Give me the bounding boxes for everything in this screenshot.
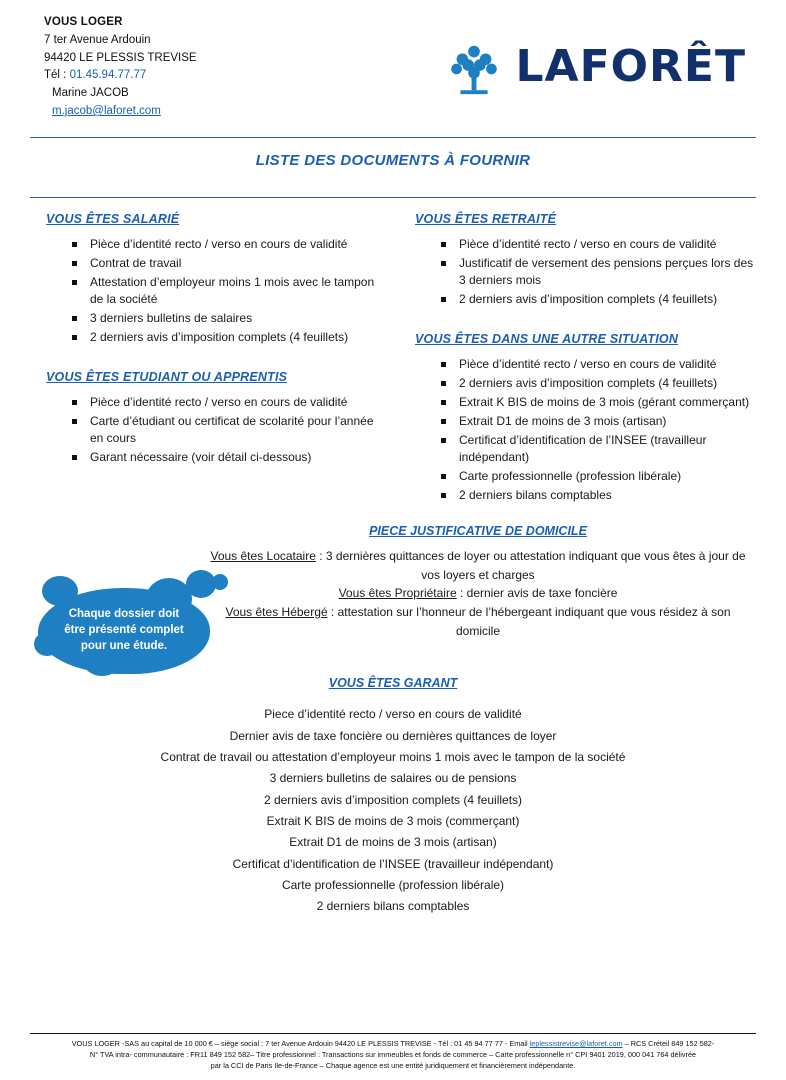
section-title-domicile: PIECE JUSTIFICATIVE DE DOMICILE — [369, 524, 587, 539]
list-item: 2 derniers avis d’imposition complets (4 feuillets) — [441, 291, 756, 308]
list-etudiant — [46, 394, 387, 466]
list-item: Attestation d’employeur moins 1 mois avec le tampon de la société — [72, 274, 387, 308]
list-item: Pièce d’identité recto / verso en cours de validité — [72, 236, 387, 253]
list-item: Pièce d’identité recto / verso en cours de validité — [441, 356, 756, 373]
garant-item: Dernier avis de taxe foncière ou dernières quittances de loyer — [229, 728, 557, 743]
section-domicile — [210, 524, 746, 640]
domicile-text-locataire: : 3 dernières quittances de loyer ou attestation indiquant que vous êtes à jour de vos loyers et charges — [315, 549, 746, 582]
garant-item: Piece d’identité recto / verso en cours de validité — [264, 707, 522, 722]
cloud-body — [38, 588, 210, 674]
footer-line-3: par la CCI de Paris Ile-de-France – Chaque agence est une entité juridiquement et financièrement indépendante. — [210, 1061, 576, 1071]
domicile-line-proprietaire — [210, 584, 746, 603]
agency-name: VOUS LOGER — [44, 16, 123, 28]
footer-line-2: N° TVA intra- communautaire : FR11 849 152 582– Titre professionnel : Transactions sur immeubles et fonds de commerce – Carte professionnelle n° CPI 9401 2019, 000 041 764 délivrée — [89, 1050, 697, 1060]
agency-address-line2: 94420 LE PLESSIS TREVISE — [44, 51, 197, 64]
phone-label: Tél : — [44, 69, 67, 82]
domicile-line-locataire — [210, 547, 746, 584]
section-salarie — [46, 212, 387, 346]
cloud-text: Chaque dossier doit être présenté complet pour une étude. — [64, 608, 184, 652]
agency-info — [30, 14, 197, 121]
list-item: Justificatif de versement des pensions perçues lors des 3 derniers mois — [441, 255, 756, 289]
agency-contact-name: Marine JACOB — [52, 87, 129, 100]
spacer — [415, 310, 756, 332]
section-garant — [30, 676, 756, 918]
garant-item: Extrait K BIS de moins de 3 mois (commerçant) — [266, 814, 520, 829]
footer-line-1 — [30, 1039, 756, 1050]
document-footer — [30, 1033, 756, 1072]
garant-item: 2 derniers bilans comptables — [316, 899, 470, 914]
garant-item: Extrait D1 de moins de 3 mois (artisan) — [289, 835, 497, 850]
footer-divider — [30, 1033, 756, 1034]
list-item: 2 derniers bilans comptables — [441, 487, 756, 504]
list-item: Carte d’étudiant ou certificat de scolarité pour l’année en cours — [72, 413, 387, 447]
page-title: LISTE DES DOCUMENTS À FOURNIR — [255, 151, 531, 169]
list-item: Extrait D1 de moins de 3 mois (artisan) — [441, 413, 756, 430]
cloud-bubble — [212, 574, 228, 590]
list-item: Garant nécessaire (voir détail ci-dessous) — [72, 449, 387, 466]
garant-item: Certificat d’identification de l’INSEE (travailleur indépendant) — [232, 856, 554, 871]
section-title-autre: VOUS ÊTES DANS UNE AUTRE SITUATION — [415, 332, 679, 346]
domicile-label-proprietaire: Vous êtes Propriétaire — [338, 586, 457, 601]
section-etudiant — [46, 370, 387, 466]
sections-columns — [30, 212, 756, 506]
section-retraite — [415, 212, 756, 308]
domicile-label-locataire: Vous êtes Locataire — [210, 549, 316, 564]
spacer — [46, 348, 387, 370]
list-item: Certificat d’identification de l’INSEE (travailleur indépendant) — [441, 432, 756, 466]
logo-wordmark: LAFORÊT — [515, 41, 746, 92]
footer-text-b: – RCS Créteil 849 152 582- — [622, 1039, 715, 1049]
list-retraite — [415, 236, 756, 308]
garant-item: Carte professionnelle (profession libérale) — [281, 878, 505, 893]
title-divider — [30, 197, 756, 198]
cloud-callout — [26, 570, 226, 680]
column-right — [405, 212, 756, 506]
agency-phone — [44, 67, 197, 85]
document-header — [30, 10, 756, 121]
tree-icon — [443, 36, 505, 98]
list-item: Contrat de travail — [72, 255, 387, 272]
domicile-text-heberge: : attestation sur l’honneur de l’hébergeant indiquant que vous résidez à son domicile — [327, 605, 731, 638]
list-salarie — [46, 236, 387, 346]
garant-item: Contrat de travail ou attestation d’employeur moins 1 mois avec le tampon de la société — [160, 749, 626, 764]
list-item: 2 derniers avis d’imposition complets (4 feuillets) — [441, 375, 756, 392]
column-left — [30, 212, 387, 506]
agency-email-link[interactable]: m.jacob@laforet.com — [52, 105, 161, 118]
footer-text-a: VOUS LOGER -SAS au capital de 10 000 € – siège social : 7 ter Avenue Ardouin 94420 LE PLESSIS TREVISE - Tél : 01 45 94 77 77 - Email — [71, 1039, 530, 1049]
list-item: Carte professionnelle (profession libérale) — [441, 468, 756, 485]
footer-email-link[interactable]: leplessistrevise@laforet.com — [529, 1039, 623, 1049]
section-title-retraite: VOUS ÊTES RETRAITÉ — [415, 211, 557, 226]
section-title-garant: VOUS ÊTES GARANT — [328, 676, 458, 691]
garant-item: 3 derniers bulletins de salaires ou de pensions — [269, 771, 517, 786]
domicile-text-proprietaire: : dernier avis de taxe foncière — [456, 586, 618, 601]
section-title-etudiant: VOUS ÊTES ETUDIANT OU APPRENTIS — [46, 370, 288, 385]
list-item: 3 derniers bulletins de salaires — [72, 310, 387, 327]
laforet-logo — [443, 36, 746, 98]
domicile-label-heberge: Vous êtes Hébergé — [225, 605, 328, 620]
list-item: Pièce d’identité recto / verso en cours de validité — [441, 236, 756, 253]
section-title-salarie: VOUS ÊTES SALARIÉ — [46, 211, 180, 226]
list-item: Pièce d’identité recto / verso en cours de validité — [72, 394, 387, 411]
list-item: 2 derniers avis d’imposition complets (4 feuillets) — [72, 329, 387, 346]
garant-item: 2 derniers avis d’imposition complets (4 feuillets) — [263, 792, 523, 807]
phone-value: 01.45.94.77.77 — [69, 69, 147, 82]
list-item: Extrait K BIS de moins de 3 mois (gérant commerçant) — [441, 394, 756, 411]
agency-address-line1: 7 ter Avenue Ardouin — [44, 33, 151, 46]
section-autre — [415, 332, 756, 504]
domicile-line-heberge — [210, 603, 746, 640]
list-autre — [415, 356, 756, 504]
